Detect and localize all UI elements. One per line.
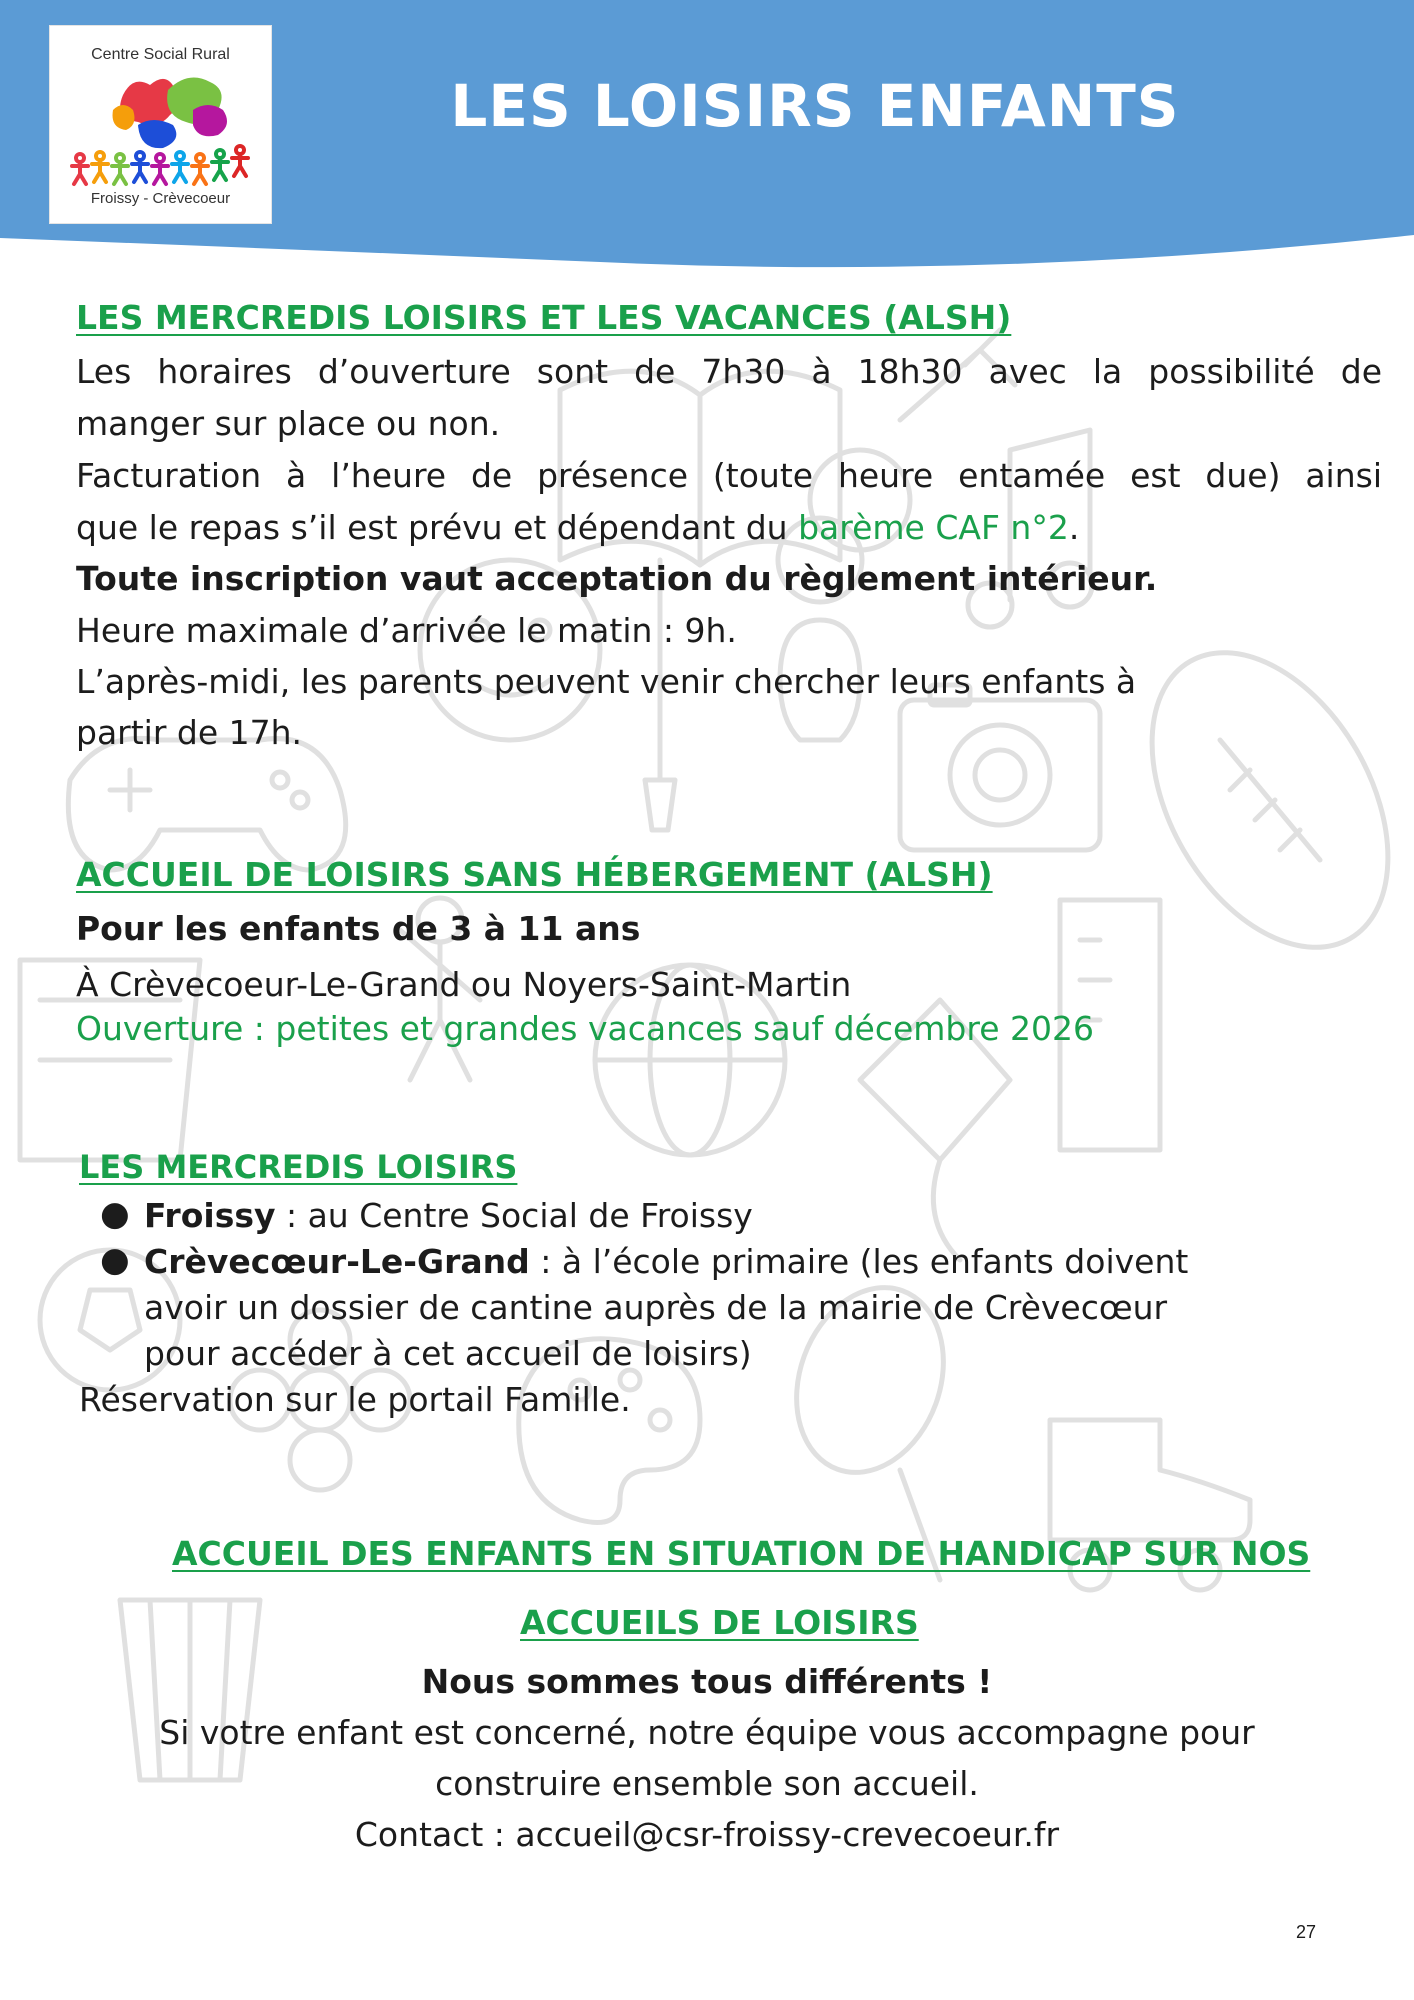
paragraph-line: construire ensemble son accueil. [435,1764,979,1803]
paragraph-text: . [1068,508,1080,547]
paragraph-text: que le repas s’il est prévu et dépendant du [76,508,799,547]
paragraph-line: Si votre enfant est concerné, notre équipe vous accompagne pour [159,1713,1255,1752]
list-item [144,1196,753,1235]
list-item-place: Froissy [144,1196,276,1235]
paragraph-line: partir de 17h. [76,713,303,752]
paragraph-line: Facturation à l’heure de présence (toute heure entamée est due) ainsi [76,456,1382,495]
paragraph-line: L’après-midi, les parents peuvent venir chercher leurs enfants à [76,662,1137,701]
list-item-continued: avoir un dossier de cantine auprès de la mairie de Crèvecœur [144,1288,1168,1327]
alsh-opening: Ouverture : petites et grandes vacances sauf décembre 2026 [76,1009,1094,1048]
bareme-caf-text: barème CAF n°2 [798,508,1069,547]
list-item-continued: pour accéder à cet accueil de loisirs) [144,1334,752,1373]
logo-bottom-text: Froissy - Crèvecoeur [90,190,231,207]
paragraph-line: Les horaires d’ouverture sont de 7h30 à 18h30 avec la possibilité de [76,352,1382,391]
reservation-note: Réservation sur le portail Famille. [79,1380,631,1419]
age-range: Pour les enfants de 3 à 11 ans [76,909,641,948]
paragraph-line: manger sur place ou non. [76,404,501,443]
section-heading-handicap: ACCUEIL DES ENFANTS EN SITUATION DE HANDICAP SUR NOS [172,1534,1311,1573]
section-heading-mercredis-vacances: LES MERCREDIS LOISIRS ET LES VACANCES (ALSH) [76,298,1012,337]
list-item-place: Crèvecœur-Le-Grand [144,1242,530,1281]
section-heading-alsh: ACCUEIL DE LOISIRS SANS HÉBERGEMENT (ALSH) [76,855,993,894]
bullet-icon: ● [100,1194,130,1234]
paragraph-line: Heure maximale d’arrivée le matin : 9h. [76,611,737,650]
list-item-text: : au Centre Social de Froissy [275,1196,753,1235]
alsh-location: À Crèvecoeur-Le-Grand ou Noyers-Saint-Martin [76,965,852,1004]
bullet-icon: ● [100,1240,130,1280]
reglement-notice: Toute inscription vaut acceptation du règlement intérieur. [76,559,1158,598]
list-item [144,1242,1188,1281]
logo-top-text: Centre Social Rural [91,46,230,63]
handicap-slogan: Nous sommes tous différents ! [421,1662,993,1701]
list-item-text: : à l’école primaire (les enfants doivent [529,1242,1189,1281]
contact-email: Contact : accueil@csr-froissy-crevecoeur.fr [354,1815,1060,1854]
section-heading-handicap-line2: ACCUEILS DE LOISIRS [520,1603,919,1642]
page-number: 27 [1296,1922,1317,1942]
page-title: LES LOISIRS ENFANTS [450,72,1180,140]
section-heading-mercredis-loisirs: LES MERCREDIS LOISIRS [79,1148,518,1186]
paragraph-line [76,508,1079,547]
